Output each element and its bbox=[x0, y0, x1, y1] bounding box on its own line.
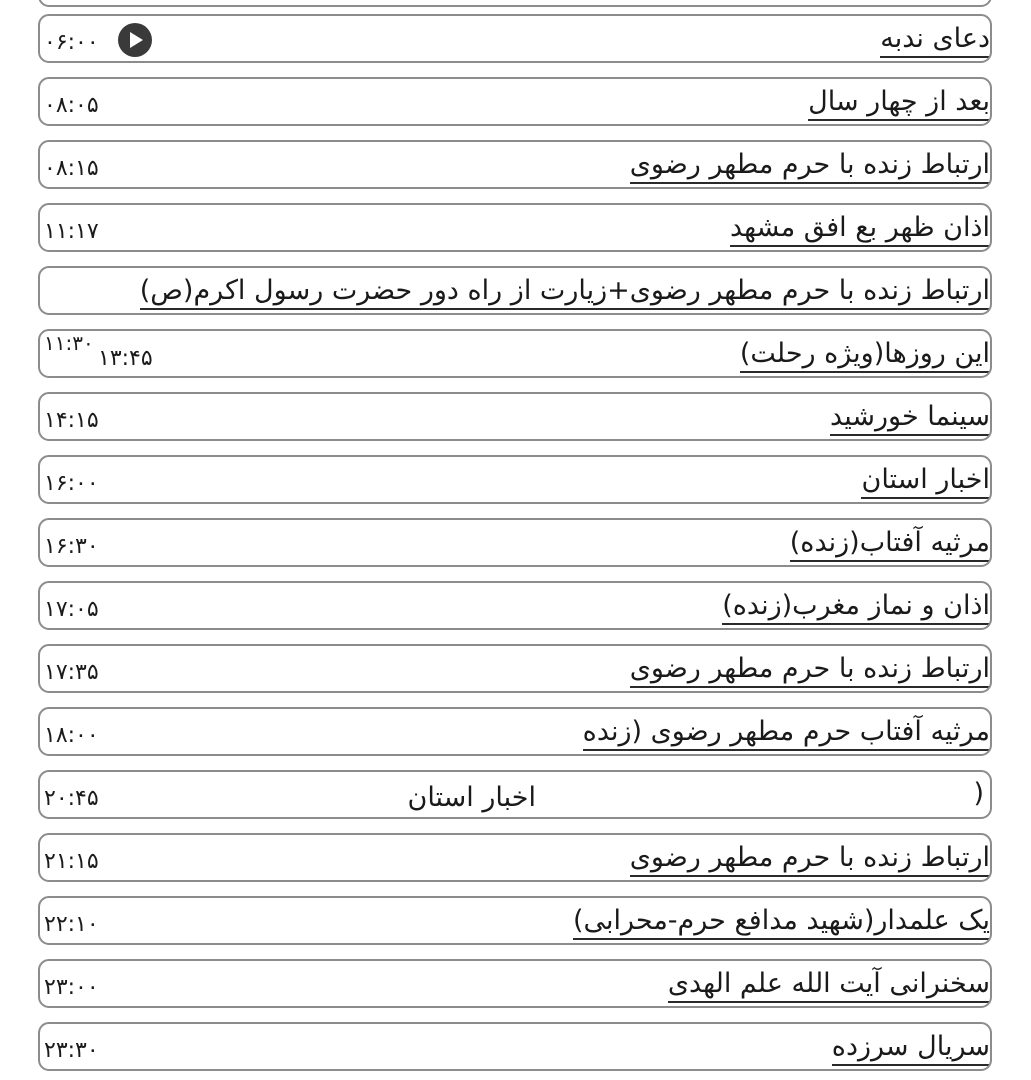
program-time: ۲۳:۰۰ bbox=[44, 975, 99, 1000]
schedule-row[interactable] bbox=[38, 644, 992, 693]
program-title[interactable]: مرثیه آفتاب(زنده) bbox=[790, 527, 990, 562]
program-title[interactable]: سریال سرزده bbox=[832, 1031, 990, 1066]
schedule-row[interactable] bbox=[38, 14, 992, 63]
program-time: ۱۶:۳۰ bbox=[44, 534, 99, 559]
program-title[interactable]: دعای ندبه bbox=[880, 23, 990, 58]
program-time: ۱۴:۱۵ bbox=[44, 408, 99, 433]
program-time: ۱۷:۰۵ bbox=[44, 597, 99, 622]
program-time: ۲۲:۱۰ bbox=[44, 912, 99, 937]
schedule-row[interactable] bbox=[38, 959, 992, 1008]
program-title[interactable]: ارتباط زنده با حرم مطهر رضوی bbox=[630, 842, 990, 877]
program-time: ۱۷:۳۵ bbox=[44, 660, 99, 685]
program-time: ۱۶:۰۰ bbox=[44, 471, 99, 496]
program-title[interactable]: ارتباط زنده با حرم مطهر رضوی bbox=[630, 653, 990, 688]
schedule-row[interactable] bbox=[38, 770, 992, 819]
schedule-row[interactable] bbox=[38, 707, 992, 756]
schedule-row[interactable] bbox=[38, 518, 992, 567]
program-title[interactable]: سینما خورشید bbox=[830, 401, 990, 436]
program-time: ۰۶:۰۰ bbox=[44, 30, 99, 55]
program-time: ۲۰:۴۵ bbox=[44, 786, 99, 811]
schedule-row[interactable] bbox=[38, 1022, 992, 1071]
program-title[interactable]: یک علمدار(شهید مدافع حرم-محرابی) bbox=[573, 905, 990, 940]
program-time: ۲۱:۱۵ bbox=[44, 849, 99, 874]
schedule-row[interactable] bbox=[38, 455, 992, 504]
schedule-row[interactable] bbox=[38, 203, 992, 252]
program-time: ۱۱:۱۷ bbox=[44, 219, 99, 244]
program-title[interactable]: ارتباط زنده با حرم مطهر رضوی+زیارت از راه دور حضرت رسول اکرم(ص) bbox=[140, 275, 990, 310]
program-title[interactable]: مرثیه آفتاب حرم مطهر رضوی (زنده bbox=[583, 716, 990, 751]
paren-glyph: ) bbox=[973, 778, 984, 809]
program-title[interactable]: اذان و نماز مغرب(زنده) bbox=[722, 590, 990, 625]
schedule-row[interactable] bbox=[38, 329, 992, 378]
program-title[interactable]: بعد از چهار سال bbox=[808, 86, 990, 121]
program-time-secondary: ۱۳:۴۵ bbox=[98, 346, 153, 371]
schedule-row[interactable] bbox=[38, 392, 992, 441]
program-title[interactable]: این روزها(ویژه رحلت) bbox=[740, 338, 990, 373]
schedule-row[interactable] bbox=[38, 140, 992, 189]
program-time: ۱۱:۳۰ bbox=[44, 331, 94, 355]
program-time: ۱۸:۰۰ bbox=[44, 723, 99, 748]
program-time: ۰۸:۱۵ bbox=[44, 156, 99, 181]
program-title[interactable]: اخبار استان bbox=[861, 464, 990, 499]
program-time: ۰۸:۰۵ bbox=[44, 93, 99, 118]
program-time: ۲۳:۳۰ bbox=[44, 1038, 99, 1063]
program-title[interactable]: سخنرانی آیت الله علم الهدی bbox=[668, 968, 990, 1003]
schedule-row[interactable] bbox=[38, 581, 992, 630]
schedule-row-partial bbox=[38, 0, 992, 7]
schedule-row[interactable] bbox=[38, 266, 992, 315]
program-title[interactable]: ارتباط زنده با حرم مطهر رضوی bbox=[630, 149, 990, 184]
program-title[interactable]: اذان ظهر بع افق مشهد bbox=[730, 212, 990, 247]
play-icon[interactable] bbox=[118, 23, 152, 57]
schedule-row[interactable] bbox=[38, 77, 992, 126]
schedule-row[interactable] bbox=[38, 833, 992, 882]
program-title[interactable]: اخبار استان bbox=[407, 782, 536, 813]
schedule-row[interactable] bbox=[38, 896, 992, 945]
